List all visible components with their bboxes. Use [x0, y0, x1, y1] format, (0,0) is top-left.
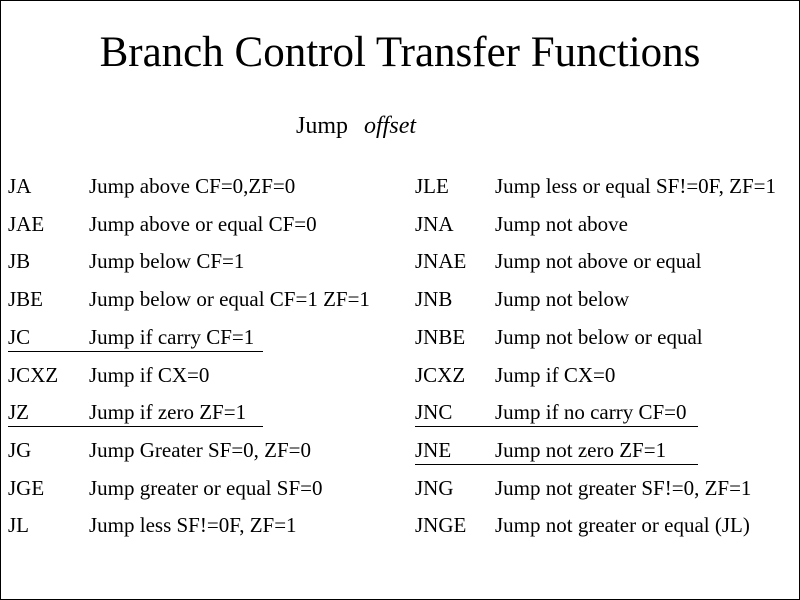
instruction-row [1, 286, 799, 324]
instruction-row [1, 362, 799, 400]
instruction-mnemonic: JAE [8, 211, 45, 236]
instruction-description: Jump less SF!=0F, ZF=1 [89, 513, 297, 538]
instruction-row [1, 475, 799, 513]
instruction-description: Jump if CX=0 [495, 362, 616, 387]
instruction-mnemonic: JCXZ [415, 362, 466, 387]
instruction-description: Jump not below or equal [495, 324, 703, 349]
underline-rule [415, 464, 698, 465]
instruction-mnemonic: JGE [8, 475, 45, 500]
instruction-description: Jump above or equal CF=0 [89, 211, 317, 236]
instruction-description: Jump Greater SF=0, ZF=0 [89, 437, 312, 462]
instruction-mnemonic: JL [8, 513, 29, 538]
instruction-mnemonic: JNC [415, 400, 453, 425]
instruction-description: Jump below CF=1 [89, 249, 245, 274]
instruction-description: Jump if carry CF=1 [89, 324, 255, 349]
underline-rule [415, 426, 698, 427]
instruction-description: Jump if zero ZF=1 [89, 400, 247, 425]
underline-rule [8, 351, 263, 352]
instruction-mnemonic: JB [8, 249, 31, 274]
instruction-mnemonic: JNG [415, 475, 454, 500]
instruction-mnemonic: JZ [8, 400, 29, 425]
instruction-mnemonic: JNE [415, 437, 452, 462]
instruction-mnemonic: JNB [415, 287, 453, 312]
instruction-description: Jump if no carry CF=0 [495, 400, 687, 425]
instruction-mnemonic: JBE [8, 287, 44, 312]
slide-title: Branch Control Transfer Functions [99, 29, 701, 76]
instruction-description: Jump greater or equal SF=0 [89, 475, 323, 500]
instruction-description: Jump not above [495, 211, 628, 236]
instruction-mnemonic: JCXZ [8, 362, 59, 387]
syntax-operand: offset [364, 113, 417, 139]
instruction-description: Jump above CF=0,ZF=0 [89, 174, 296, 198]
jump-syntax [296, 111, 416, 141]
instruction-mnemonic: JNGE [415, 513, 467, 538]
instruction-mnemonic: JLE [415, 174, 449, 198]
instruction-row [1, 512, 799, 550]
instruction-mnemonic: JC [8, 324, 31, 349]
instruction-description: Jump not below [495, 287, 630, 312]
instruction-mnemonic: JG [8, 437, 32, 462]
instruction-description: Jump not above or equal [495, 249, 702, 274]
instruction-description: Jump not greater SF!=0, ZF=1 [495, 475, 752, 500]
instruction-row [1, 437, 799, 475]
instruction-row [1, 399, 799, 437]
instruction-row [1, 324, 799, 362]
instruction-description: Jump less or equal SF!=0F, ZF=1 [495, 174, 777, 198]
instruction-row [1, 211, 799, 249]
instruction-mnemonic: JNAE [415, 249, 467, 274]
instruction-description: Jump if CX=0 [89, 362, 210, 387]
syntax-keyword: Jump [296, 113, 349, 139]
underline-rule [8, 426, 263, 427]
instruction-mnemonic: JNA [415, 211, 454, 236]
instruction-description: Jump not greater or equal (JL) [495, 513, 750, 538]
instruction-description: Jump below or equal CF=1 ZF=1 [89, 287, 370, 312]
instruction-description: Jump not zero ZF=1 [495, 437, 667, 462]
instruction-row [1, 173, 799, 211]
instruction-mnemonic: JNBE [415, 324, 466, 349]
instruction-row [1, 248, 799, 286]
instruction-mnemonic: JA [8, 174, 32, 198]
